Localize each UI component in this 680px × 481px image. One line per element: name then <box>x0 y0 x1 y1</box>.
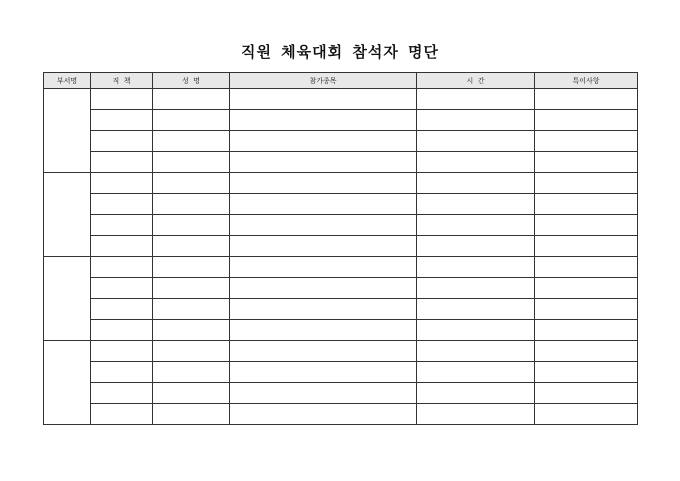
notes-cell[interactable] <box>535 131 638 152</box>
position-cell[interactable] <box>91 320 153 341</box>
header-time: 시 간 <box>417 73 535 89</box>
position-cell[interactable] <box>91 110 153 131</box>
notes-cell[interactable] <box>535 110 638 131</box>
position-cell[interactable] <box>91 131 153 152</box>
name-cell[interactable] <box>153 215 230 236</box>
header-row <box>44 73 638 89</box>
table-row <box>44 362 638 383</box>
department-cell[interactable] <box>44 341 91 425</box>
name-cell[interactable] <box>153 173 230 194</box>
notes-cell[interactable] <box>535 89 638 110</box>
notes-cell[interactable] <box>535 215 638 236</box>
name-cell[interactable] <box>153 131 230 152</box>
table-row <box>44 257 638 278</box>
position-cell[interactable] <box>91 89 153 110</box>
name-cell[interactable] <box>153 383 230 404</box>
time-cell[interactable] <box>417 320 535 341</box>
event-cell[interactable] <box>230 131 417 152</box>
event-cell[interactable] <box>230 152 417 173</box>
name-cell[interactable] <box>153 236 230 257</box>
event-cell[interactable] <box>230 173 417 194</box>
event-cell[interactable] <box>230 89 417 110</box>
table-row <box>44 236 638 257</box>
event-cell[interactable] <box>230 278 417 299</box>
position-cell[interactable] <box>91 383 153 404</box>
table-row <box>44 320 638 341</box>
event-cell[interactable] <box>230 341 417 362</box>
notes-cell[interactable] <box>535 341 638 362</box>
department-cell[interactable] <box>44 89 91 173</box>
header-event: 참가종목 <box>230 73 417 89</box>
position-cell[interactable] <box>91 257 153 278</box>
table-row <box>44 383 638 404</box>
table-row <box>44 194 638 215</box>
department-cell[interactable] <box>44 173 91 257</box>
name-cell[interactable] <box>153 404 230 425</box>
notes-cell[interactable] <box>535 383 638 404</box>
event-cell[interactable] <box>230 236 417 257</box>
time-cell[interactable] <box>417 362 535 383</box>
position-cell[interactable] <box>91 362 153 383</box>
event-cell[interactable] <box>230 257 417 278</box>
table-row <box>44 404 638 425</box>
table-row <box>44 173 638 194</box>
time-cell[interactable] <box>417 215 535 236</box>
time-cell[interactable] <box>417 341 535 362</box>
time-cell[interactable] <box>417 152 535 173</box>
position-cell[interactable] <box>91 404 153 425</box>
time-cell[interactable] <box>417 383 535 404</box>
position-cell[interactable] <box>91 236 153 257</box>
time-cell[interactable] <box>417 299 535 320</box>
header-department: 부서명 <box>44 73 91 89</box>
notes-cell[interactable] <box>535 236 638 257</box>
table-row <box>44 110 638 131</box>
name-cell[interactable] <box>153 341 230 362</box>
position-cell[interactable] <box>91 152 153 173</box>
name-cell[interactable] <box>153 89 230 110</box>
department-cell[interactable] <box>44 257 91 341</box>
position-cell[interactable] <box>91 194 153 215</box>
name-cell[interactable] <box>153 299 230 320</box>
notes-cell[interactable] <box>535 404 638 425</box>
position-cell[interactable] <box>91 299 153 320</box>
notes-cell[interactable] <box>535 278 638 299</box>
time-cell[interactable] <box>417 110 535 131</box>
notes-cell[interactable] <box>535 152 638 173</box>
table-row <box>44 131 638 152</box>
name-cell[interactable] <box>153 320 230 341</box>
event-cell[interactable] <box>230 362 417 383</box>
name-cell[interactable] <box>153 194 230 215</box>
time-cell[interactable] <box>417 236 535 257</box>
table-row <box>44 278 638 299</box>
time-cell[interactable] <box>417 404 535 425</box>
table-row <box>44 341 638 362</box>
page-title: 직원 체육대회 참석자 명단 <box>240 43 440 61</box>
name-cell[interactable] <box>153 110 230 131</box>
name-cell[interactable] <box>153 362 230 383</box>
event-cell[interactable] <box>230 299 417 320</box>
event-cell[interactable] <box>230 194 417 215</box>
table-row <box>44 299 638 320</box>
name-cell[interactable] <box>153 257 230 278</box>
header-name: 성 명 <box>153 73 230 89</box>
header-position: 직 책 <box>91 73 153 89</box>
notes-cell[interactable] <box>535 257 638 278</box>
time-cell[interactable] <box>417 257 535 278</box>
name-cell[interactable] <box>153 152 230 173</box>
table-row <box>44 152 638 173</box>
name-cell[interactable] <box>153 278 230 299</box>
event-cell[interactable] <box>230 215 417 236</box>
event-cell[interactable] <box>230 383 417 404</box>
time-cell[interactable] <box>417 173 535 194</box>
event-cell[interactable] <box>230 404 417 425</box>
table-row <box>44 89 638 110</box>
notes-cell[interactable] <box>535 194 638 215</box>
event-cell[interactable] <box>230 320 417 341</box>
time-cell[interactable] <box>417 194 535 215</box>
notes-cell[interactable] <box>535 362 638 383</box>
position-cell[interactable] <box>91 278 153 299</box>
position-cell[interactable] <box>91 215 153 236</box>
header-notes: 특이사항 <box>535 73 638 89</box>
table-row <box>44 215 638 236</box>
notes-cell[interactable] <box>535 320 638 341</box>
time-cell[interactable] <box>417 278 535 299</box>
attendee-table <box>43 72 638 425</box>
event-cell[interactable] <box>230 110 417 131</box>
notes-cell[interactable] <box>535 173 638 194</box>
notes-cell[interactable] <box>535 299 638 320</box>
time-cell[interactable] <box>417 89 535 110</box>
position-cell[interactable] <box>91 173 153 194</box>
time-cell[interactable] <box>417 131 535 152</box>
position-cell[interactable] <box>91 341 153 362</box>
